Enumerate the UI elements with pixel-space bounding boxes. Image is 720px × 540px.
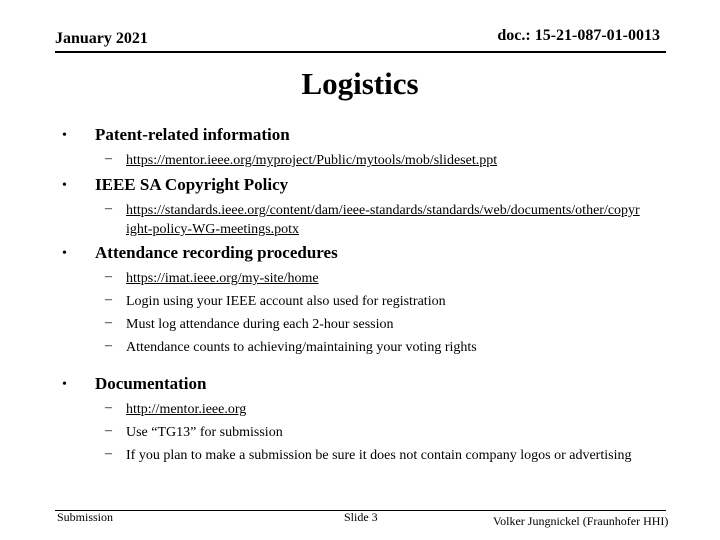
header-divider	[55, 51, 666, 53]
documentation-item: If you plan to make a submission be sure it does not contain company logos or advertising	[126, 448, 632, 463]
bullet-marker: •	[62, 178, 67, 193]
section-heading-patent: Patent-related information	[95, 125, 290, 144]
section-heading-copyright: IEEE SA Copyright Policy	[95, 175, 289, 194]
attendance-item: Must log attendance during each 2-hour session	[126, 317, 394, 332]
section-heading-documentation: Documentation	[95, 374, 207, 393]
dash-marker: –	[105, 269, 112, 284]
slide-title: Logistics	[301, 66, 419, 101]
footer-submission: Submission	[57, 510, 114, 524]
dash-marker: –	[105, 315, 112, 330]
header-date: January 2021	[55, 30, 148, 47]
bullet-marker: •	[62, 128, 67, 143]
attendance-item: Login using your IEEE account also used for registration	[126, 294, 446, 309]
document-id: doc.: 15-21-087-01-0013	[497, 27, 660, 44]
bullet-marker: •	[62, 377, 67, 392]
dash-marker: –	[105, 400, 112, 415]
dash-marker: –	[105, 151, 112, 166]
attendance-item: Attendance counts to achieving/maintaining your voting rights	[126, 340, 477, 355]
documentation-item: Use “TG13” for submission	[126, 425, 283, 440]
slide-number: Slide 3	[344, 510, 378, 524]
patent-slideset-link[interactable]: https://mentor.ieee.org/myproject/Public/mytools/mob/slideset.ppt	[126, 153, 498, 168]
copyright-policy-link[interactable]: https://standards.ieee.org/content/dam/ieee-standards/standards/web/documents/other/copyright-policy-WG-meetings.potx	[126, 203, 640, 237]
dash-marker: –	[105, 446, 112, 461]
imat-link[interactable]: https://imat.ieee.org/my-site/home	[126, 271, 319, 286]
footer-author: Volker Jungnickel (Fraunhofer HHI)	[493, 514, 669, 528]
bullet-marker: •	[62, 246, 67, 261]
mentor-link[interactable]: http://mentor.ieee.org	[126, 402, 247, 417]
section-heading-attendance: Attendance recording procedures	[95, 243, 338, 262]
dash-marker: –	[105, 292, 112, 307]
dash-marker: –	[105, 338, 112, 353]
dash-marker: –	[105, 423, 112, 438]
dash-marker: –	[105, 201, 112, 216]
